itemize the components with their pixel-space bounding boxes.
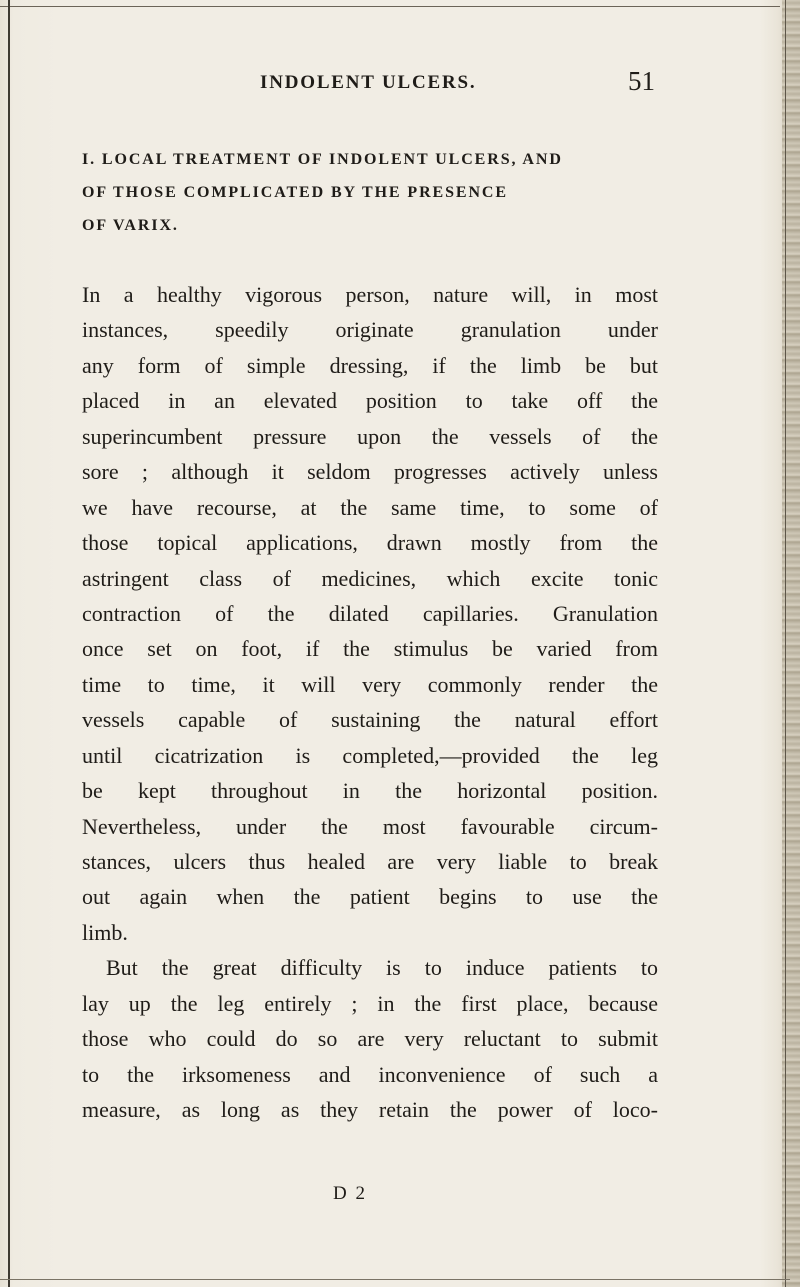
section-heading-line: OF VARIX.	[82, 217, 179, 234]
text-line: we have recourse, at the same time, to some of	[82, 494, 658, 520]
signature-mark: D 2	[333, 1183, 367, 1204]
text-line: placed in an elevated position to take off the	[82, 388, 658, 414]
running-head	[0, 66, 800, 106]
paragraph-2	[82, 950, 658, 1127]
text-line: once set on foot, if the stimulus be varied from	[82, 636, 658, 662]
text-line: out again when the patient begins to use the	[82, 884, 658, 910]
text-line: any form of simple dressing, if the limb be but	[82, 352, 658, 378]
text-line: instances, speedily originate granulation under	[82, 317, 658, 343]
top-edge-rule	[0, 6, 780, 7]
text-line: Nevertheless, under the most favourable circum-	[82, 813, 658, 839]
text-line: superincumbent pressure upon the vessels of the	[82, 423, 658, 449]
running-title: INDOLENT ULCERS.	[260, 72, 477, 93]
text-line: In a healthy vigorous person, nature will, in most	[82, 282, 658, 307]
text-line: lay up the leg entirely ; in the first place, because	[82, 990, 658, 1016]
text-line: be kept throughout in the horizontal position.	[82, 778, 658, 804]
section-heading-line: OF THOSE COMPLICATED BY THE PRESENCE	[82, 184, 508, 201]
text-line: to the irksomeness and inconvenience of such a	[82, 1061, 658, 1087]
text-line: time to time, it will very commonly render the	[82, 671, 658, 697]
left-page-edge	[8, 0, 10, 1287]
page-number: 51	[628, 66, 655, 96]
text-line: sore ; although it seldom progresses actively unless	[82, 459, 658, 485]
text-line: until cicatrization is completed,—provided the leg	[82, 742, 658, 768]
section-heading	[82, 143, 662, 242]
body-text	[82, 277, 658, 1128]
text-line: measure, as long as they retain the power of loco-	[82, 1097, 658, 1123]
text-line: those who could do so are very reluctant to submit	[82, 1026, 658, 1052]
right-edge-line	[785, 0, 786, 1287]
paragraph-1	[82, 277, 658, 950]
text-line: astringent class of medicines, which excite tonic	[82, 565, 658, 591]
section-heading-line: I. LOCAL TREATMENT OF INDOLENT ULCERS, AND	[82, 151, 563, 168]
text-line: But the great difficulty is to induce patients to	[106, 955, 658, 981]
text-line: vessels capable of sustaining the natural effort	[82, 707, 658, 733]
text-line: those topical applications, drawn mostly from the	[82, 530, 658, 556]
text-line: stances, ulcers thus healed are very liable to break	[82, 849, 658, 874]
bottom-edge-rule	[0, 1279, 790, 1280]
text-line: limb.	[82, 919, 128, 945]
text-line: contraction of the dilated capillaries. Granulation	[82, 600, 658, 626]
